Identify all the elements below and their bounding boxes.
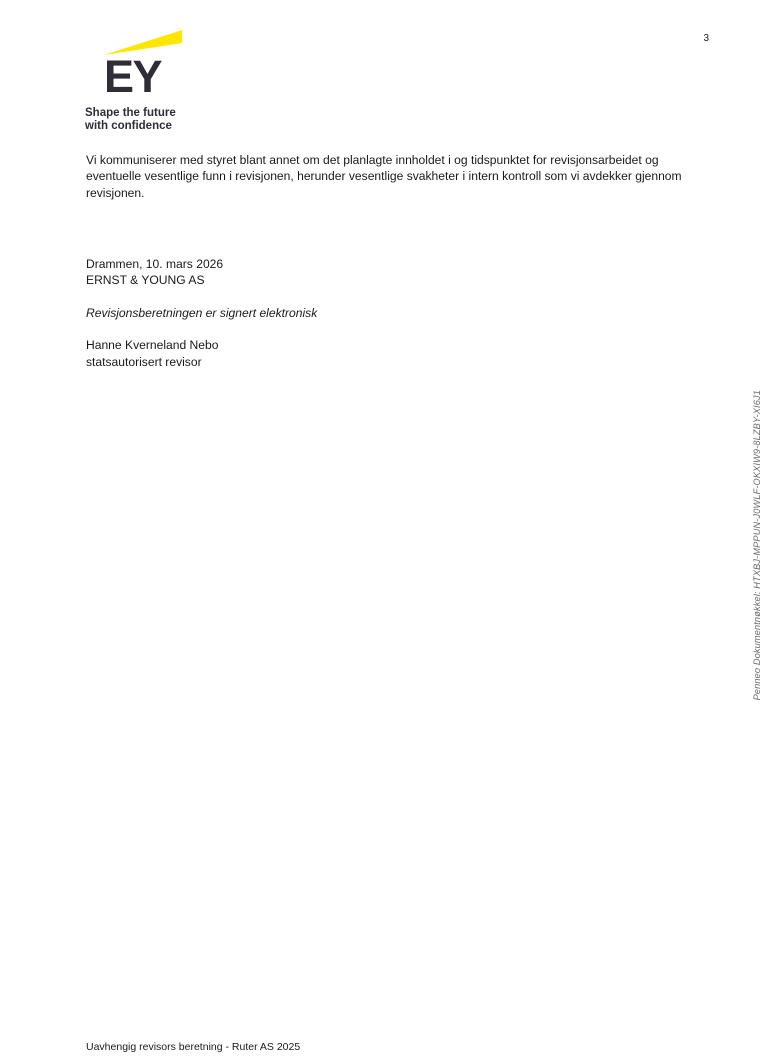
page-footer: Uavhengig revisors beretning - Ruter AS 2025 (86, 1041, 301, 1053)
signature-firm: ERNST & YOUNG AS (86, 273, 205, 288)
signature-place-firm (86, 256, 506, 289)
ey-tagline-line-2: with confidence (85, 120, 172, 132)
body-paragraph: Vi kommuniserer med styret blant annet om det planlagte innholdet i og tidspunktet for revisjonsarbeidet og eventuelle vesentlige funn i revisjonen, herunder vesentlige svakheter i intern kontroll som vi avdekker gjennom revisjonen. (86, 153, 682, 200)
penneo-document-key-text: Penneo Dokumentnøkkel: HTXBJ-MPPUN-J0WLF-OKXIW9-8LZBY-XI6J1 (752, 390, 762, 701)
signer-name: Hanne Kverneland Nebo (86, 338, 219, 353)
ey-swoosh-icon (104, 30, 182, 56)
ey-tagline (85, 107, 305, 133)
signer-details (86, 337, 506, 370)
signature-block (86, 256, 506, 370)
ey-wordmark: EY (104, 51, 162, 102)
penneo-document-key-stamp (748, 390, 766, 701)
electronic-signature-note-group (86, 305, 506, 321)
electronic-signature-note: Revisjonsberetningen er signert elektronisk (86, 305, 318, 320)
signature-place-date: Drammen, 10. mars 2026 (86, 257, 224, 271)
ey-tagline-line-1: Shape the future (85, 107, 176, 119)
page-number: 3 (703, 33, 709, 44)
signer-title: statsautorisert revisor (86, 354, 202, 369)
ey-logo (85, 30, 305, 133)
